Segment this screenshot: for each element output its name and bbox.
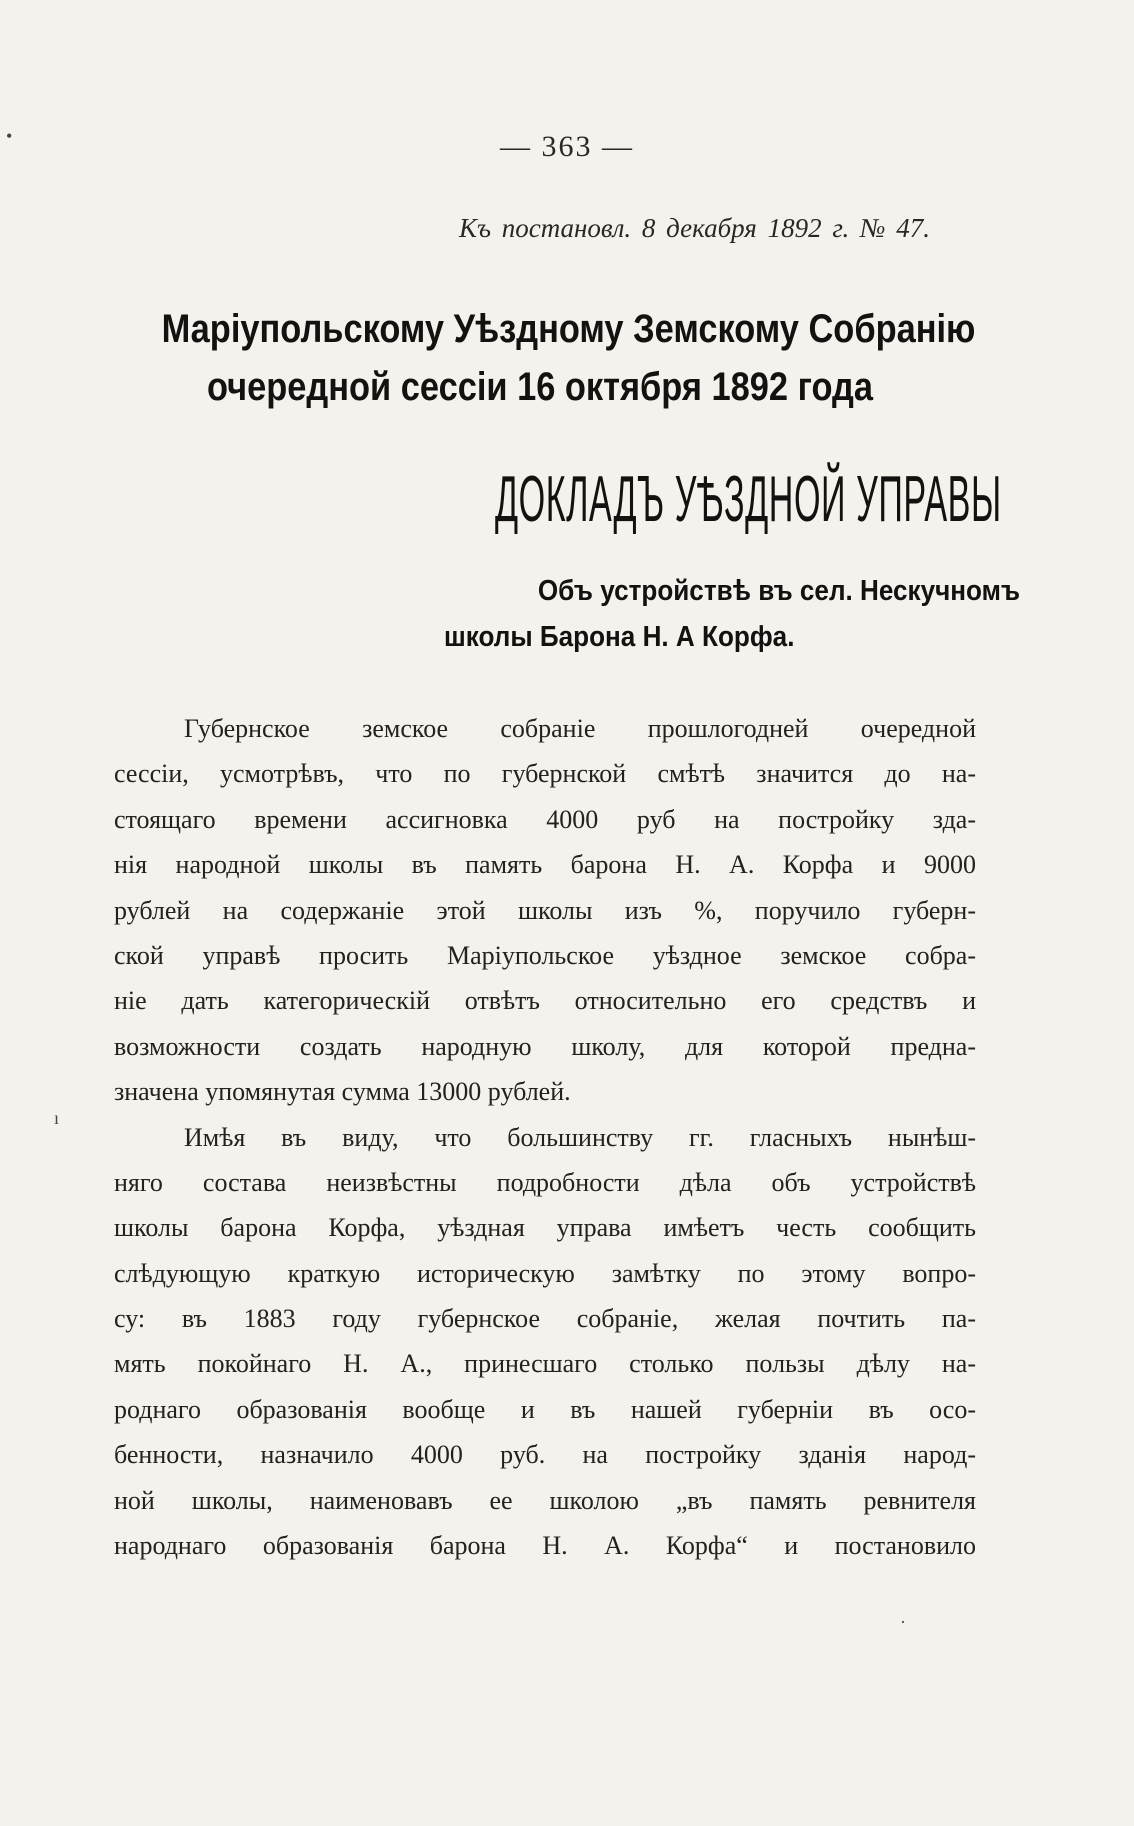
text-line: стоящаго времени ассигновка 4000 руб на постройку зда- <box>114 804 976 834</box>
text-line: Губернское земское собраніе прошлогодней очередной <box>184 714 976 743</box>
text-line: сессіи, усмотрѣвъ, что по губернской смѣтѣ значится до на- <box>114 759 976 789</box>
scan-speck: ı <box>54 1108 60 1128</box>
body-text <box>114 706 976 1568</box>
text-line: бенности, назначило 4000 руб. на постройку зданія народ- <box>114 1440 976 1470</box>
text-line: Имѣя въ виду, что большинству гг. гласныхъ нынѣш- <box>184 1122 976 1152</box>
subject-line-1: Объ устройствѣ въ сел. Нескучномъ <box>537 575 1020 607</box>
text-line: роднаго образованія вообще и въ нашей губерніи въ осо- <box>114 1394 976 1424</box>
text-line: рублей на содержаніе этой школы изъ %, поручило губерн- <box>114 895 976 925</box>
page-number: — 363 — <box>500 130 634 163</box>
resolution-reference: Къ постановл. 8 декабря 1892 г. № 47. <box>459 213 930 243</box>
text-line: няго состава неизвѣстны подробности дѣла объ устройствѣ <box>114 1167 976 1197</box>
text-line: мять покойнаго Н. А., принесшаго столько пользы дѣлу на- <box>114 1349 976 1379</box>
text-line: народнаго образованія барона Н. А. Корфа“ и постановило <box>114 1531 976 1561</box>
text-line: ной школы, наименовавъ ее школою „въ память ревнителя <box>114 1485 976 1515</box>
scan-speck: · <box>900 1612 906 1632</box>
text-line: слѣдующую краткую историческую замѣтку по этому вопро- <box>114 1258 976 1288</box>
text-line: ніе дать категорическій отвѣтъ относительно его средствъ и <box>114 986 976 1016</box>
addressee-heading <box>161 300 976 416</box>
report-title: ДОКЛАДЪ УѢЗДНОЙ УПРАВЫ <box>495 463 1002 536</box>
text-line: школы барона Корфа, уѣздная управа имѣетъ честь сообщить <box>114 1213 976 1243</box>
addressee-line-2: очередной сессіи 16 октября 1892 года <box>207 365 873 409</box>
scan-speck: • <box>6 126 13 146</box>
text-line: возможности создать народную школу, для которой предна- <box>114 1031 976 1061</box>
text-line: ской управѣ просить Маріупольское уѣздное земское собра- <box>114 940 976 970</box>
text-line: су: въ 1883 году губернское собраніе, желая почтить па- <box>114 1304 976 1334</box>
subject-line-2: школы Барона Н. А Корфа. <box>444 621 795 653</box>
text-line: значена упомянутая сумма 13000 рублей. <box>114 1077 571 1107</box>
paragraph-1 <box>114 706 976 1115</box>
addressee-line-1: Маріупольскому Уѣздному Земскому Собранію <box>161 307 976 351</box>
paragraph-2 <box>114 1115 976 1569</box>
report-subject <box>390 568 1020 660</box>
text-line: нія народной школы въ память барона Н. А. Корфа и 9000 <box>114 850 976 880</box>
